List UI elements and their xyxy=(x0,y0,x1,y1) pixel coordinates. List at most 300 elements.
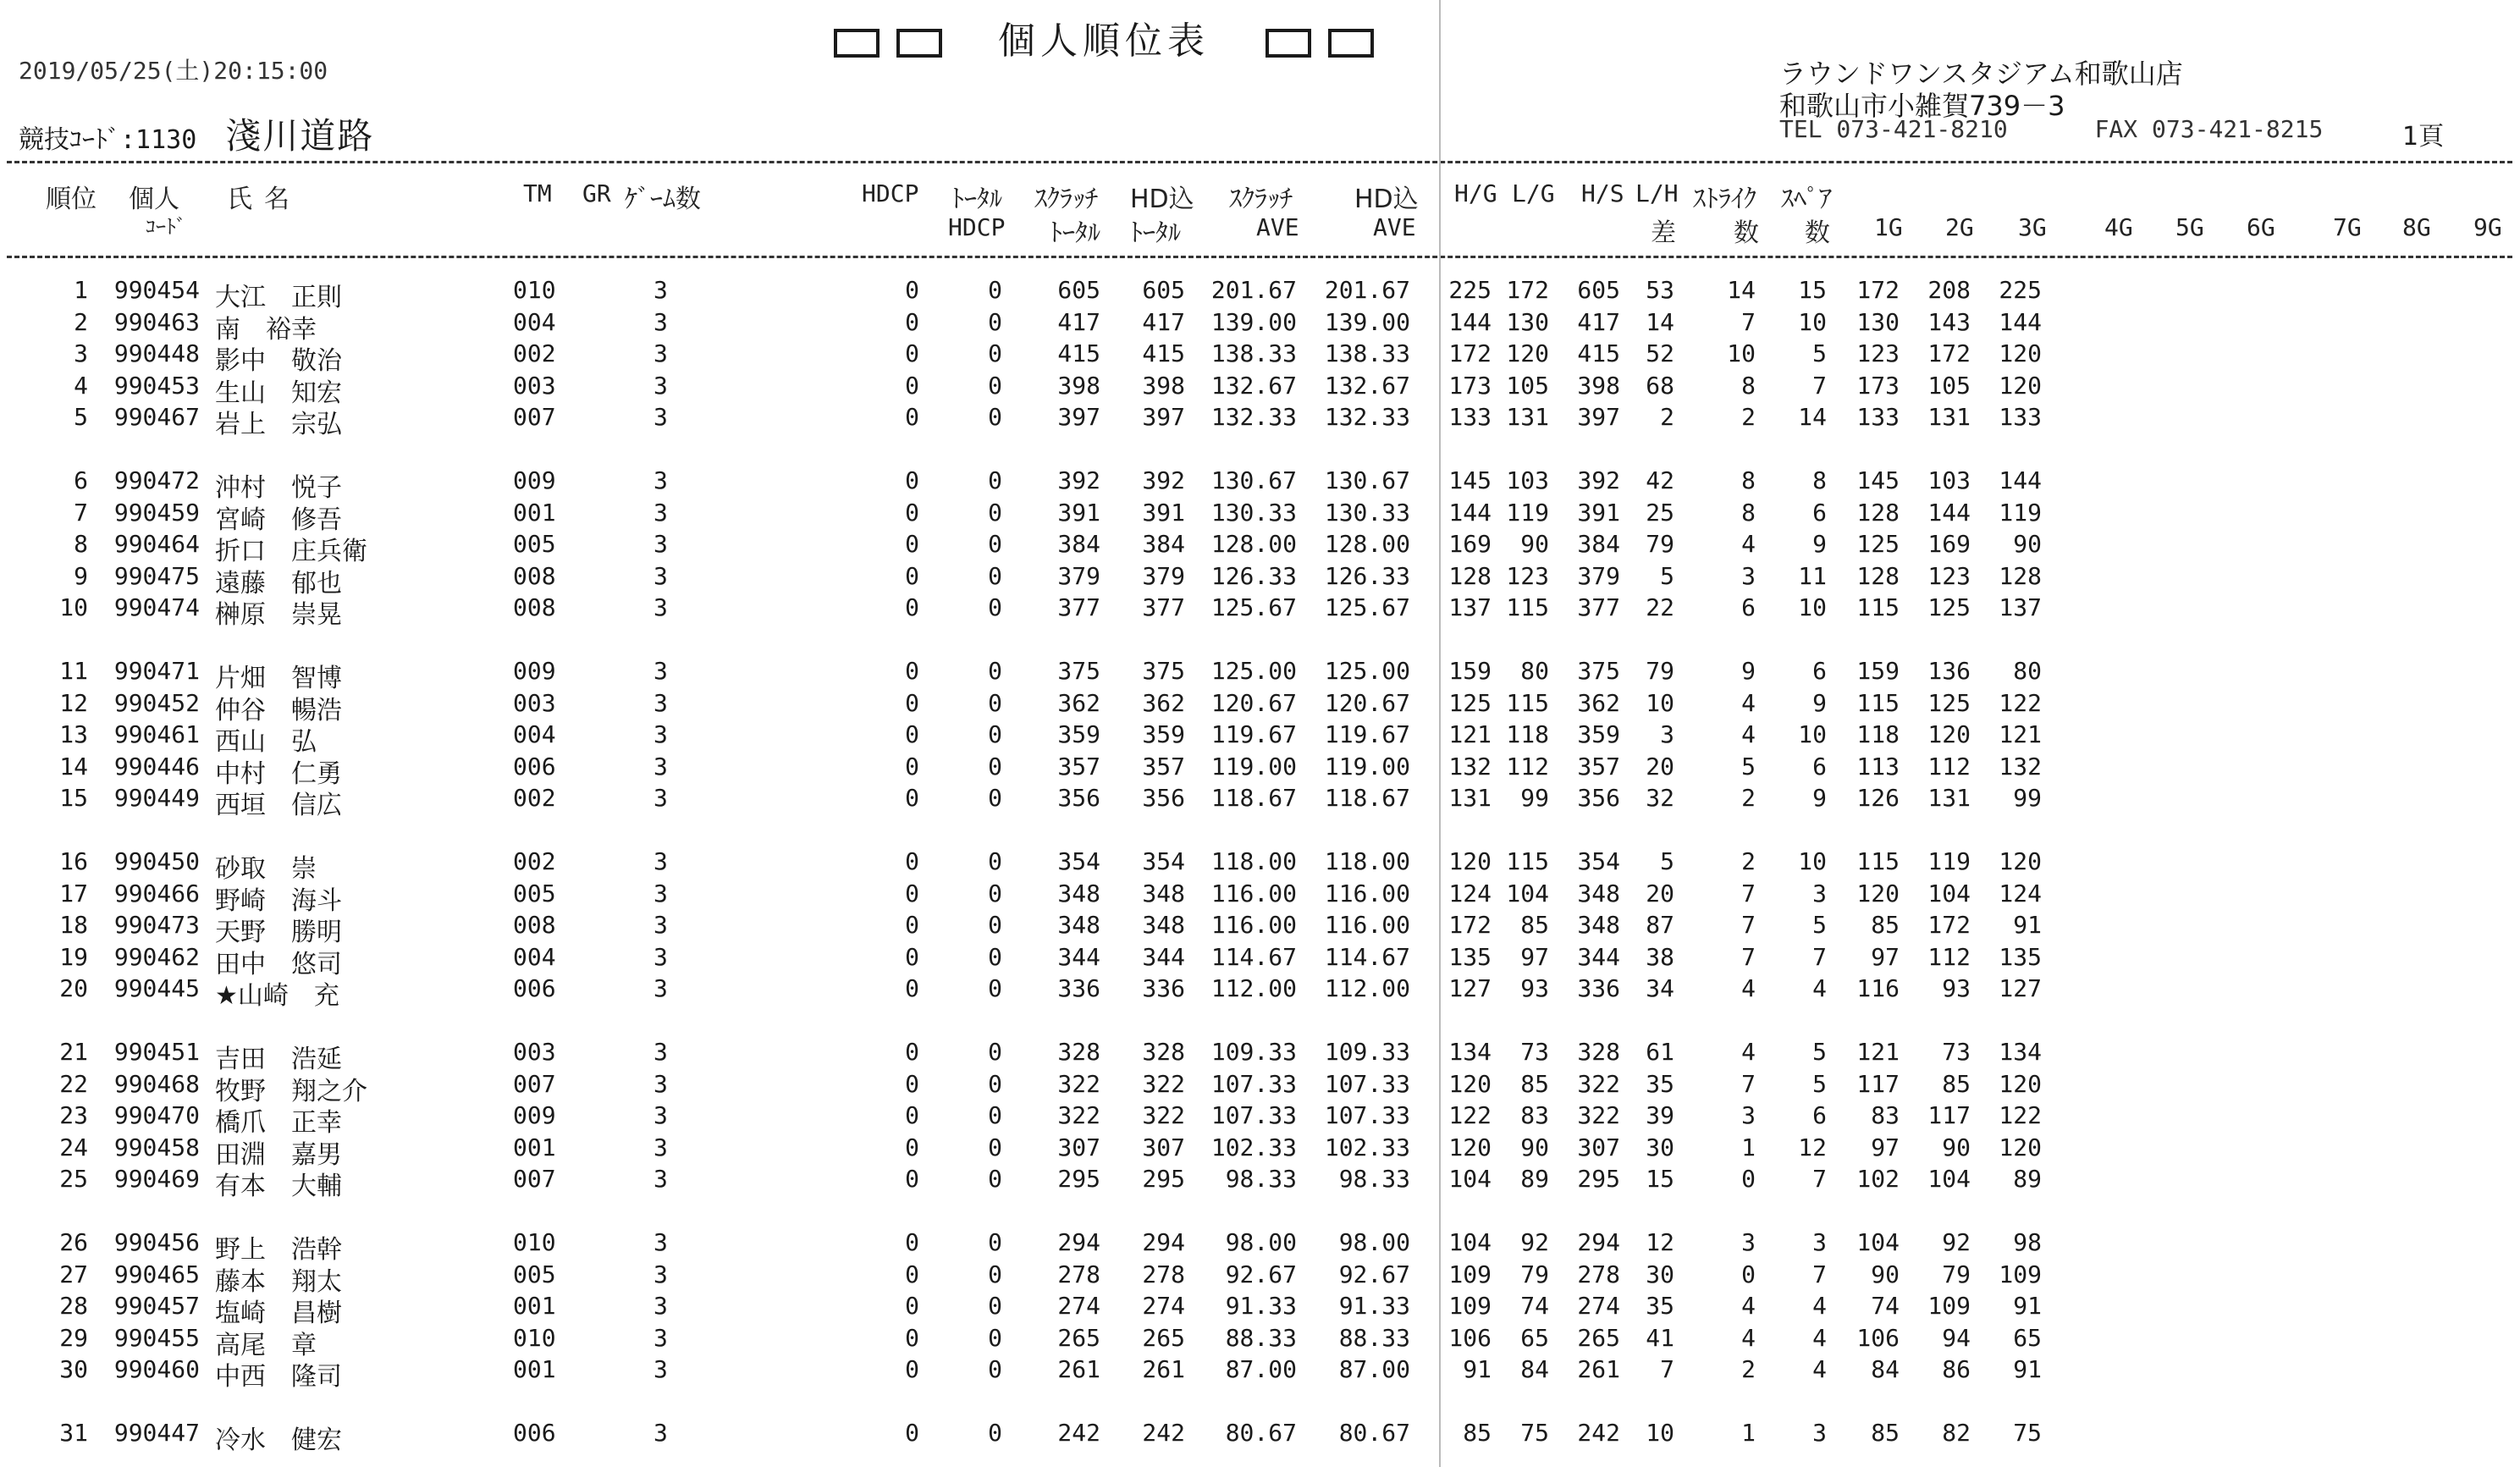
cell-sa: 120.67 xyxy=(1210,688,1297,717)
cell-tm: 007 xyxy=(513,1069,556,1098)
cell-g3: 225 xyxy=(1999,276,2042,304)
cell-g2: 208 xyxy=(1927,276,1971,304)
cell-ha: 98.00 xyxy=(1338,1228,1410,1256)
table-row xyxy=(0,530,2520,566)
cell-ha: 119.67 xyxy=(1324,720,1410,748)
cell-strike: 8 xyxy=(1741,498,1756,527)
cell-name: 田中 悠司 xyxy=(215,949,342,979)
cell-strike: 7 xyxy=(1741,1069,1756,1098)
table-row xyxy=(0,1133,2520,1170)
cell-hs: 398 xyxy=(1577,371,1620,400)
cell-ht: 344 xyxy=(1142,942,1185,971)
cell-hdcp: 0 xyxy=(905,307,919,336)
cell-tm: 010 xyxy=(513,1323,556,1352)
cell-thdcp: 0 xyxy=(988,1260,1002,1288)
cell-ha: 112.00 xyxy=(1324,974,1410,1002)
cell-name: 生山 知宏 xyxy=(215,378,342,408)
cell-g3: 128 xyxy=(1999,561,2042,590)
cell-hg: 131 xyxy=(1448,784,1492,812)
cell-g1: 117 xyxy=(1856,1069,1900,1098)
cell-lh: 15 xyxy=(1646,1165,1674,1193)
cell-g1: 115 xyxy=(1856,593,1900,621)
cell-g2: 131 xyxy=(1927,784,1971,812)
cell-sa: 98.00 xyxy=(1225,1228,1297,1256)
cell-thdcp: 0 xyxy=(988,403,1002,431)
cell-name: 野上 浩幹 xyxy=(215,1235,342,1265)
cell-games: 3 xyxy=(653,530,668,558)
header-hd-ave-sub: AVE xyxy=(1373,213,1416,241)
cell-g3: 120 xyxy=(1999,339,2042,367)
cell-g2: 112 xyxy=(1927,942,1971,971)
cell-lg: 74 xyxy=(1520,1292,1549,1320)
cell-tm: 005 xyxy=(513,879,556,907)
cell-rank: 1 xyxy=(74,276,88,304)
cell-code: 990452 xyxy=(113,688,200,717)
cell-ha: 125.67 xyxy=(1324,593,1410,621)
box-icon xyxy=(896,29,942,58)
cell-tm: 009 xyxy=(513,657,556,685)
cell-strike: 5 xyxy=(1741,752,1756,780)
cell-games: 3 xyxy=(653,720,668,748)
cell-g1: 113 xyxy=(1856,752,1900,780)
cell-strike: 3 xyxy=(1741,561,1756,590)
cell-sa: 92.67 xyxy=(1225,1260,1297,1288)
box-icon xyxy=(1328,29,1374,58)
table-row xyxy=(0,720,2520,757)
cell-lg: 83 xyxy=(1520,1101,1549,1129)
cell-hs: 265 xyxy=(1577,1323,1620,1352)
cell-ha: 91.33 xyxy=(1338,1292,1410,1320)
cell-ht: 392 xyxy=(1142,466,1185,494)
cell-lh: 14 xyxy=(1646,307,1674,336)
cell-g1: 115 xyxy=(1856,847,1900,875)
cell-lh: 53 xyxy=(1646,276,1674,304)
cell-st: 307 xyxy=(1057,1133,1100,1161)
table-row xyxy=(0,879,2520,916)
cell-spare: 9 xyxy=(1812,688,1827,717)
cell-tm: 003 xyxy=(513,371,556,400)
cell-spare: 9 xyxy=(1812,530,1827,558)
header-hg: H/G xyxy=(1454,179,1497,207)
cell-ha: 139.00 xyxy=(1324,307,1410,336)
cell-st: 356 xyxy=(1057,784,1100,812)
header-total-hdcp-sub: HDCP xyxy=(948,213,1006,241)
cell-strike: 10 xyxy=(1727,339,1756,367)
cell-hg: 137 xyxy=(1448,593,1492,621)
cell-strike: 1 xyxy=(1741,1419,1756,1447)
table-row xyxy=(0,784,2520,820)
cell-ht: 391 xyxy=(1142,498,1185,527)
header-lg: L/G xyxy=(1512,179,1555,207)
header-scratch-total: ｽｸﾗｯﾁ xyxy=(1034,185,1098,214)
cell-ht: 336 xyxy=(1142,974,1185,1002)
cell-thdcp: 0 xyxy=(988,530,1002,558)
cell-g1: 97 xyxy=(1871,942,1900,971)
cell-g3: 132 xyxy=(1999,752,2042,780)
cell-g2: 112 xyxy=(1927,752,1971,780)
table-row xyxy=(0,1260,2520,1297)
cell-hs: 274 xyxy=(1577,1292,1620,1320)
cell-hg: 127 xyxy=(1448,974,1492,1002)
cell-thdcp: 0 xyxy=(988,371,1002,400)
cell-sa: 201.67 xyxy=(1210,276,1297,304)
cell-tm: 001 xyxy=(513,498,556,527)
cell-name: 吉田 浩延 xyxy=(215,1045,342,1074)
cell-st: 322 xyxy=(1057,1069,1100,1098)
cell-lg: 89 xyxy=(1520,1165,1549,1193)
cell-strike: 3 xyxy=(1741,1228,1756,1256)
cell-g3: 144 xyxy=(1999,466,2042,494)
cell-lh: 5 xyxy=(1660,847,1674,875)
cell-spare: 11 xyxy=(1798,561,1827,590)
table-row xyxy=(0,1355,2520,1392)
cell-strike: 2 xyxy=(1741,1355,1756,1383)
header-strike-sub: 数 xyxy=(1734,218,1759,248)
cell-hdcp: 0 xyxy=(905,1323,919,1352)
cell-strike: 14 xyxy=(1727,276,1756,304)
cell-lh: 20 xyxy=(1646,879,1674,907)
cell-strike: 0 xyxy=(1741,1165,1756,1193)
cell-rank: 7 xyxy=(74,498,88,527)
cell-g1: 115 xyxy=(1856,688,1900,717)
cell-g1: 97 xyxy=(1871,1133,1900,1161)
cell-games: 3 xyxy=(653,752,668,780)
table-row xyxy=(0,1292,2520,1328)
cell-lg: 123 xyxy=(1506,561,1549,590)
cell-ha: 120.67 xyxy=(1324,688,1410,717)
cell-hs: 348 xyxy=(1577,911,1620,939)
cell-hs: 322 xyxy=(1577,1101,1620,1129)
cell-hs: 328 xyxy=(1577,1038,1620,1066)
table-row xyxy=(0,942,2520,979)
cell-name: 中村 仁勇 xyxy=(215,758,342,789)
cell-thdcp: 0 xyxy=(988,974,1002,1002)
cell-g3: 120 xyxy=(1999,1133,2042,1161)
cell-g1: 130 xyxy=(1856,307,1900,336)
cell-st: 397 xyxy=(1057,403,1100,431)
cell-ht: 322 xyxy=(1142,1069,1185,1098)
cell-g1: 125 xyxy=(1856,530,1900,558)
cell-code: 990454 xyxy=(113,276,200,304)
cell-code: 990451 xyxy=(113,1038,200,1066)
cell-games: 3 xyxy=(653,498,668,527)
cell-ht: 274 xyxy=(1142,1292,1185,1320)
cell-hdcp: 0 xyxy=(905,339,919,367)
cell-g1: 85 xyxy=(1871,1419,1900,1447)
cell-games: 3 xyxy=(653,1101,668,1129)
cell-name: 藤本 翔太 xyxy=(215,1266,342,1297)
cell-g3: 80 xyxy=(2013,657,2042,685)
cell-games: 3 xyxy=(653,593,668,621)
cell-g1: 128 xyxy=(1856,498,1900,527)
cell-rank: 27 xyxy=(59,1260,88,1288)
cell-ht: 397 xyxy=(1142,403,1185,431)
header-4g: 4G xyxy=(2104,213,2133,241)
cell-sa: 116.00 xyxy=(1210,879,1297,907)
cell-hs: 356 xyxy=(1577,784,1620,812)
cell-games: 3 xyxy=(653,1355,668,1383)
header-total-hdcp: ﾄｰﾀﾙ xyxy=(951,185,1002,214)
cell-ha: 132.33 xyxy=(1324,403,1410,431)
cell-sa: 102.33 xyxy=(1210,1133,1297,1161)
cell-g2: 109 xyxy=(1927,1292,1971,1320)
cell-thdcp: 0 xyxy=(988,466,1002,494)
cell-sa: 125.67 xyxy=(1210,593,1297,621)
cell-rank: 16 xyxy=(59,847,88,875)
cell-code: 990446 xyxy=(113,752,200,780)
cell-rank: 8 xyxy=(74,530,88,558)
cell-spare: 10 xyxy=(1798,307,1827,336)
cell-thdcp: 0 xyxy=(988,1165,1002,1193)
header-hs: H/S xyxy=(1581,179,1624,207)
cell-spare: 4 xyxy=(1812,1355,1827,1383)
header-code-sub: ｺｰﾄﾞ xyxy=(146,215,186,239)
cell-g3: 120 xyxy=(1999,371,2042,400)
cell-hg: 173 xyxy=(1448,371,1492,400)
header-lh-sub: 差 xyxy=(1651,218,1676,248)
table-row xyxy=(0,593,2520,630)
cell-st: 384 xyxy=(1057,530,1100,558)
cell-lg: 75 xyxy=(1520,1419,1549,1447)
cell-spare: 8 xyxy=(1812,466,1827,494)
cell-g2: 79 xyxy=(1942,1260,1971,1288)
cell-code: 990459 xyxy=(113,498,200,527)
cell-hs: 242 xyxy=(1577,1419,1620,1447)
cell-g1: 104 xyxy=(1856,1228,1900,1256)
cell-hs: 391 xyxy=(1577,498,1620,527)
cell-tm: 006 xyxy=(513,1419,556,1447)
cell-ht: 348 xyxy=(1142,879,1185,907)
cell-rank: 2 xyxy=(74,307,88,336)
table-row xyxy=(0,911,2520,947)
cell-lg: 115 xyxy=(1506,688,1549,717)
table-row xyxy=(0,339,2520,376)
cell-tm: 008 xyxy=(513,593,556,621)
cell-games: 3 xyxy=(653,688,668,717)
cell-name: 南 裕幸 xyxy=(215,314,317,345)
store-address: 和歌山市小雑賀739－3 xyxy=(1779,90,2065,122)
cell-lg: 115 xyxy=(1506,593,1549,621)
header-scratch-ave-sub: AVE xyxy=(1256,213,1299,241)
cell-hs: 359 xyxy=(1577,720,1620,748)
cell-lg: 93 xyxy=(1520,974,1549,1002)
cell-g2: 93 xyxy=(1942,974,1971,1002)
cell-sa: 138.33 xyxy=(1210,339,1297,367)
cell-rank: 31 xyxy=(59,1419,88,1447)
cell-strike: 7 xyxy=(1741,879,1756,907)
cell-thdcp: 0 xyxy=(988,1101,1002,1129)
cell-hs: 605 xyxy=(1577,276,1620,304)
cell-strike: 2 xyxy=(1741,403,1756,431)
cell-lh: 79 xyxy=(1646,530,1674,558)
header-3g: 3G xyxy=(2018,213,2047,241)
cell-name: 田淵 嘉男 xyxy=(215,1139,342,1170)
cell-hs: 379 xyxy=(1577,561,1620,590)
cell-name: 大江 正則 xyxy=(215,283,342,312)
cell-rank: 23 xyxy=(59,1101,88,1129)
cell-hg: 109 xyxy=(1448,1260,1492,1288)
cell-ha: 132.67 xyxy=(1324,371,1410,400)
cell-g3: 90 xyxy=(2013,530,2042,558)
cell-g3: 122 xyxy=(1999,688,2042,717)
cell-hg: 124 xyxy=(1448,879,1492,907)
cell-hg: 132 xyxy=(1448,752,1492,780)
cell-hs: 357 xyxy=(1577,752,1620,780)
cell-ha: 88.33 xyxy=(1338,1323,1410,1352)
cell-hg: 144 xyxy=(1448,307,1492,336)
cell-ha: 80.67 xyxy=(1338,1419,1410,1447)
cell-lh: 20 xyxy=(1646,752,1674,780)
cell-strike: 7 xyxy=(1741,942,1756,971)
cell-sa: 139.00 xyxy=(1210,307,1297,336)
cell-spare: 4 xyxy=(1812,1323,1827,1352)
cell-ht: 384 xyxy=(1142,530,1185,558)
cell-ha: 130.33 xyxy=(1324,498,1410,527)
cell-rank: 21 xyxy=(59,1038,88,1066)
cell-code: 990449 xyxy=(113,784,200,812)
cell-name: 影中 敬治 xyxy=(215,346,342,376)
cell-lg: 65 xyxy=(1520,1323,1549,1352)
cell-g1: 102 xyxy=(1856,1165,1900,1193)
cell-hs: 417 xyxy=(1577,307,1620,336)
cell-lh: 3 xyxy=(1660,720,1674,748)
cell-g2: 123 xyxy=(1927,561,1971,590)
cell-g3: 144 xyxy=(1999,307,2042,336)
cell-tm: 004 xyxy=(513,307,556,336)
store-tel: TEL 073-421-8210 xyxy=(1779,115,2008,143)
cell-code: 990450 xyxy=(113,847,200,875)
cell-hdcp: 0 xyxy=(905,657,919,685)
cell-code: 990468 xyxy=(113,1069,200,1098)
cell-tm: 008 xyxy=(513,561,556,590)
cell-games: 3 xyxy=(653,1228,668,1256)
cell-lh: 35 xyxy=(1646,1069,1674,1098)
cell-hg: 134 xyxy=(1448,1038,1492,1066)
cell-tm: 008 xyxy=(513,911,556,939)
cell-sa: 88.33 xyxy=(1225,1323,1297,1352)
cell-ht: 357 xyxy=(1142,752,1185,780)
cell-st: 391 xyxy=(1057,498,1100,527)
cell-rank: 20 xyxy=(59,974,88,1002)
cell-thdcp: 0 xyxy=(988,688,1002,717)
cell-hdcp: 0 xyxy=(905,1165,919,1193)
cell-st: 348 xyxy=(1057,879,1100,907)
cell-ha: 201.67 xyxy=(1324,276,1410,304)
cell-st: 242 xyxy=(1057,1419,1100,1447)
cell-lh: 38 xyxy=(1646,942,1674,971)
cell-tm: 004 xyxy=(513,942,556,971)
header-scratch-ave: ｽｸﾗｯﾁ xyxy=(1229,185,1293,214)
header-2g: 2G xyxy=(1945,213,1974,241)
cell-hdcp: 0 xyxy=(905,593,919,621)
cell-tm: 001 xyxy=(513,1355,556,1383)
cell-tm: 009 xyxy=(513,466,556,494)
header-games: ｹﾞｰﾑ数 xyxy=(625,185,701,214)
cell-lh: 87 xyxy=(1646,911,1674,939)
cell-thdcp: 0 xyxy=(988,1355,1002,1383)
cell-games: 3 xyxy=(653,784,668,812)
cell-code: 990462 xyxy=(113,942,200,971)
cell-spare: 5 xyxy=(1812,339,1827,367)
header-hd-ave: HD込 xyxy=(1354,185,1419,214)
cell-g2: 120 xyxy=(1927,720,1971,748)
cell-hdcp: 0 xyxy=(905,561,919,590)
cell-thdcp: 0 xyxy=(988,1323,1002,1352)
table-row xyxy=(0,752,2520,789)
cell-games: 3 xyxy=(653,276,668,304)
cell-ht: 354 xyxy=(1142,847,1185,875)
cell-st: 362 xyxy=(1057,688,1100,717)
cell-hs: 375 xyxy=(1577,657,1620,685)
cell-thdcp: 0 xyxy=(988,1069,1002,1098)
cell-tm: 002 xyxy=(513,847,556,875)
cell-sa: 98.33 xyxy=(1225,1165,1297,1193)
cell-spare: 10 xyxy=(1798,847,1827,875)
cell-ha: 87.00 xyxy=(1338,1355,1410,1383)
cell-st: 274 xyxy=(1057,1292,1100,1320)
cell-st: 265 xyxy=(1057,1323,1100,1352)
cell-st: 344 xyxy=(1057,942,1100,971)
cell-lh: 32 xyxy=(1646,784,1674,812)
table-row xyxy=(0,276,2520,312)
report-title xyxy=(825,10,1382,64)
cell-hs: 392 xyxy=(1577,466,1620,494)
cell-sa: 109.33 xyxy=(1210,1038,1297,1066)
cell-tm: 010 xyxy=(513,1228,556,1256)
cell-strike: 9 xyxy=(1741,657,1756,685)
cell-tm: 001 xyxy=(513,1133,556,1161)
competition-code-label: 競技ｺｰﾄﾞ xyxy=(19,125,120,155)
cell-lh: 30 xyxy=(1646,1260,1674,1288)
cell-code: 990470 xyxy=(113,1101,200,1129)
cell-hg: 125 xyxy=(1448,688,1492,717)
cell-code: 990455 xyxy=(113,1323,200,1352)
cell-thdcp: 0 xyxy=(988,276,1002,304)
cell-thdcp: 0 xyxy=(988,1292,1002,1320)
cell-st: 377 xyxy=(1057,593,1100,621)
cell-hg: 120 xyxy=(1448,847,1492,875)
cell-lg: 79 xyxy=(1520,1260,1549,1288)
cell-tm: 005 xyxy=(513,1260,556,1288)
cell-lg: 85 xyxy=(1520,1069,1549,1098)
cell-code: 990467 xyxy=(113,403,200,431)
cell-hdcp: 0 xyxy=(905,1355,919,1383)
cell-name: 折口 庄兵衛 xyxy=(215,537,367,566)
cell-hdcp: 0 xyxy=(905,688,919,717)
table-row xyxy=(0,371,2520,408)
cell-lh: 25 xyxy=(1646,498,1674,527)
cell-g3: 120 xyxy=(1999,1069,2042,1098)
cell-rank: 12 xyxy=(59,688,88,717)
cell-st: 379 xyxy=(1057,561,1100,590)
cell-name: 宮崎 修吾 xyxy=(215,505,342,535)
cell-strike: 4 xyxy=(1741,688,1756,717)
cell-g1: 85 xyxy=(1871,911,1900,939)
cell-hg: 128 xyxy=(1448,561,1492,590)
cell-g2: 90 xyxy=(1942,1133,1971,1161)
cell-st: 354 xyxy=(1057,847,1100,875)
cell-hs: 261 xyxy=(1577,1355,1620,1383)
cell-games: 3 xyxy=(653,561,668,590)
cell-name: 岩上 宗弘 xyxy=(215,410,342,439)
cell-spare: 14 xyxy=(1798,403,1827,431)
cell-g3: 89 xyxy=(2013,1165,2042,1193)
cell-sa: 119.00 xyxy=(1210,752,1297,780)
cell-spare: 12 xyxy=(1798,1133,1827,1161)
cell-hg: 135 xyxy=(1448,942,1492,971)
cell-tm: 003 xyxy=(513,1038,556,1066)
cell-g3: 91 xyxy=(2013,911,2042,939)
